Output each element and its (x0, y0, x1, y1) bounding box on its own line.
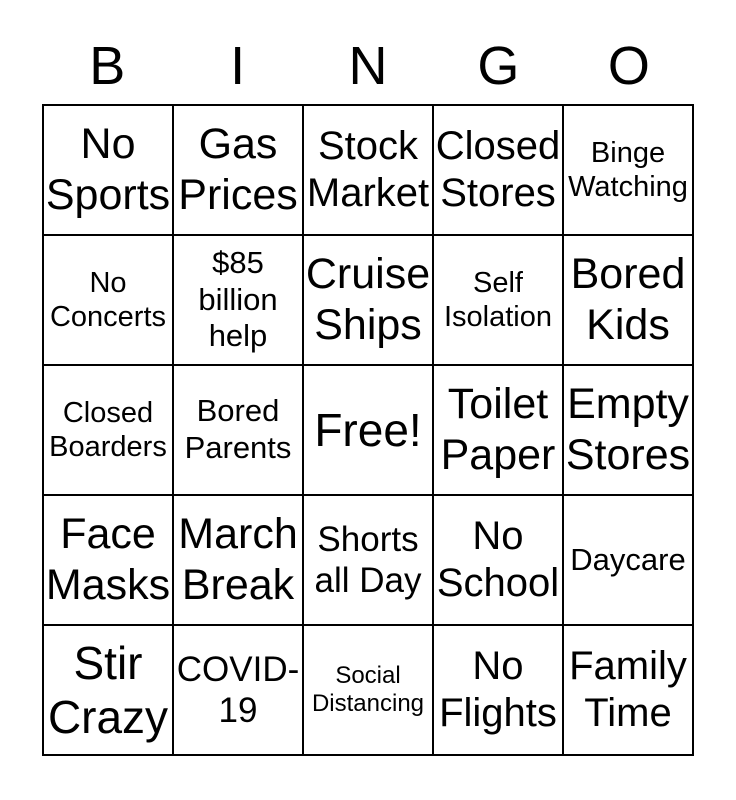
bingo-cell-r4c2[interactable]: March Break (174, 496, 302, 624)
bingo-cell-r2c1[interactable]: No Concerts (44, 236, 172, 364)
bingo-letter-b: B (89, 36, 126, 96)
bingo-cell-r1c4[interactable]: Closed Stores (434, 106, 562, 234)
bingo-cell-r2c3[interactable]: Cruise Ships (304, 236, 432, 364)
bingo-cell-r5c3[interactable]: Social Distancing (304, 626, 432, 754)
bingo-cell-r4c5[interactable]: Daycare (564, 496, 692, 624)
bingo-cell-r5c4[interactable]: No Flights (434, 626, 562, 754)
bingo-cell-r5c5[interactable]: Family Time (564, 626, 692, 754)
bingo-letter-g: G (477, 36, 520, 96)
bingo-grid (42, 104, 694, 756)
bingo-cell-free-space[interactable]: Free! (304, 366, 432, 494)
bingo-cell-r3c4[interactable]: Toilet Paper (434, 366, 562, 494)
bingo-cell-r3c2[interactable]: Bored Parents (174, 366, 302, 494)
bingo-header (42, 0, 694, 104)
bingo-cell-r2c2[interactable]: $85 billion help (174, 236, 302, 364)
bingo-cell-r5c1[interactable]: Stir Crazy (44, 626, 172, 754)
bingo-cell-r4c4[interactable]: No School (434, 496, 562, 624)
bingo-letter-o: O (607, 36, 650, 96)
bingo-cell-r4c1[interactable]: Face Masks (44, 496, 172, 624)
bingo-cell-r5c2[interactable]: COVID-19 (174, 626, 302, 754)
bingo-cell-r4c3[interactable]: Shorts all Day (304, 496, 432, 624)
bingo-cell-r1c3[interactable]: Stock Market (304, 106, 432, 234)
bingo-cell-r2c5[interactable]: Bored Kids (564, 236, 692, 364)
bingo-letter-n: N (348, 36, 388, 96)
bingo-cell-r3c1[interactable]: Closed Boarders (44, 366, 172, 494)
bingo-cell-r3c5[interactable]: Empty Stores (564, 366, 692, 494)
bingo-cell-r1c5[interactable]: Binge Watching (564, 106, 692, 234)
bingo-cell-r2c4[interactable]: Self Isolation (434, 236, 562, 364)
bingo-cell-r1c2[interactable]: Gas Prices (174, 106, 302, 234)
bingo-letter-i: I (230, 36, 246, 96)
bingo-cell-r1c1[interactable]: No Sports (44, 106, 172, 234)
